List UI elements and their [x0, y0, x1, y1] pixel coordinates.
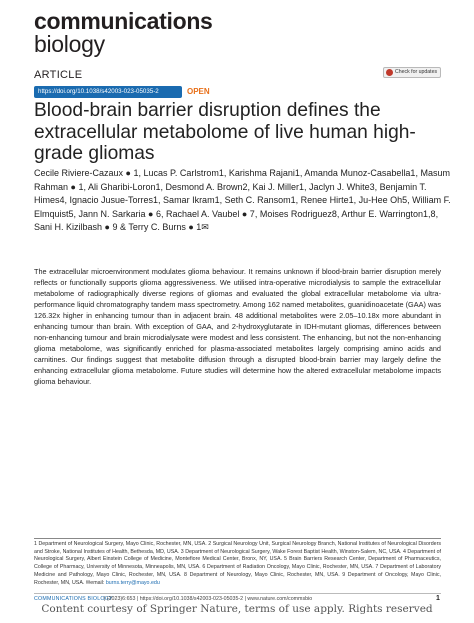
journal-name: communications	[34, 8, 213, 34]
affiliations-text: 1 Department of Neurological Surgery, Mayo Clinic, Rochester, MN, USA. 2 Surgical Neurology Unit, Surgical Neurology Branch, National Institutes of Neurological Disorders and Stroke, National Institutes of Health, Bethesda, MD, USA. 3 Department of Neurological Surgery, Wake Forest Baptist Health, Winston-Salem, NC, USA. 4 Department of Neurological Surgery, Albert Einstein College of Medicine, Montefiore Medical Center, Bronx, NY, USA. 5 Brain Barriers Research Center, Department of Pharmaceutics, College of Pharmacy, University of Minnesota, Minneapolis, MN, USA. 6 Department of Radiation Oncology, Mayo Clinic, Rochester, MN, USA. 7 Department of Laboratory Medicine and Pathology, Mayo Clinic, Rochester, MN, USA. 8 Department of Neurology, Mayo Clinic, Rochester, MN, USA. 9 Department of Oncology, Mayo Clinic, Rochester, MN, USA. ✉email:	[34, 541, 441, 586]
article-type-label: ARTICLE	[34, 69, 83, 81]
article-title: Blood-brain barrier disruption defines the extracellular metabolome of live human high-grade gliomas	[34, 100, 416, 164]
page-number: 1	[436, 595, 440, 602]
journal-name-subtitle: biology	[34, 31, 105, 57]
copyright-credit: Content courtesy of Springer Nature, terms of use apply. Rights reserved	[41, 603, 433, 615]
abstract-text: The extracellular microenvironment modulates glioma behaviour. It remains unknown if blood-brain barrier disruption merely reflects or functionally supports glioma aggressiveness. We utilised intra-operative microdialysis to sample the extracellular metabolome of radiographically diverse regions of gliomas and evaluated the global extracellular metabolome via ultra-performance liquid chromatography tandem mass spectrometry. Among 162 named metabolites, guanidinoacetate (GAA) was 126.32x higher in enhancing tumour than in adjacent brain. 48 additional metabolites were 2.05–10.18x more abundant in enhancing tumour than brain. With exception of GAA, and 2-hydroxyglutarate in IDH-mutant gliomas, differences between non-enhancing tumour and brain microdialysate were modest and less consistent. The enhancing, but not the non-enhancing glioma metabolome, was significantly enriched for plasma-associated metabolites largely comprising amino acids and carnitines. Our findings suggest that metabolite diffusion through a disrupted blood-brain barrier may largely define the enhancing extracellular glioma metabolome. Future studies will determine how the altered extracellular metabolome impacts glioma behaviour.	[34, 267, 441, 387]
check-for-updates-label: Check for updates	[395, 69, 438, 75]
doi-link[interactable]: https://doi.org/10.1038/s42003-023-05035-2	[34, 86, 182, 98]
check-for-updates-button[interactable]	[383, 67, 441, 78]
crossmark-icon	[386, 69, 393, 76]
corresponding-email-link[interactable]: burns.terry@mayo.edu	[105, 579, 160, 586]
footer-citation: | (2023)6:653 | https://doi.org/10.1038/s42003-023-05035-2 | www.nature.com/commsbio	[104, 596, 313, 602]
author-list: Cecile Riviere-Cazaux ● 1, Lucas P. Carlstrom1, Karishma Rajani1, Amanda Munoz-Casabella1, Masum Rahman ● 1, Ali Gharibi-Loron1, Desmond A. Brown2, Kai J. Miller1, Jaclyn J. White3, Benjamin T. Himes4, Ignacio Jusue-Torres1, Samar Ikram1, Seth C. Ransom1, Renee Hirte1, Ju-Hee Oh5, William F. Elmquist5, Jann N. Sarkaria ● 6, Rachael A. Vaubel ● 7, Moises Rodriguez8, Arthur E. Warrington1,8, Sani H. Kizilbash ● 9 & Terry C. Burns ● 1✉	[34, 168, 451, 233]
affiliations-divider	[34, 538, 441, 539]
affiliations-block	[34, 541, 441, 587]
footer-divider	[34, 593, 441, 594]
open-access-badge: OPEN	[187, 87, 210, 96]
footer-journal-name: COMMUNICATIONS BIOLOGY	[34, 596, 113, 602]
